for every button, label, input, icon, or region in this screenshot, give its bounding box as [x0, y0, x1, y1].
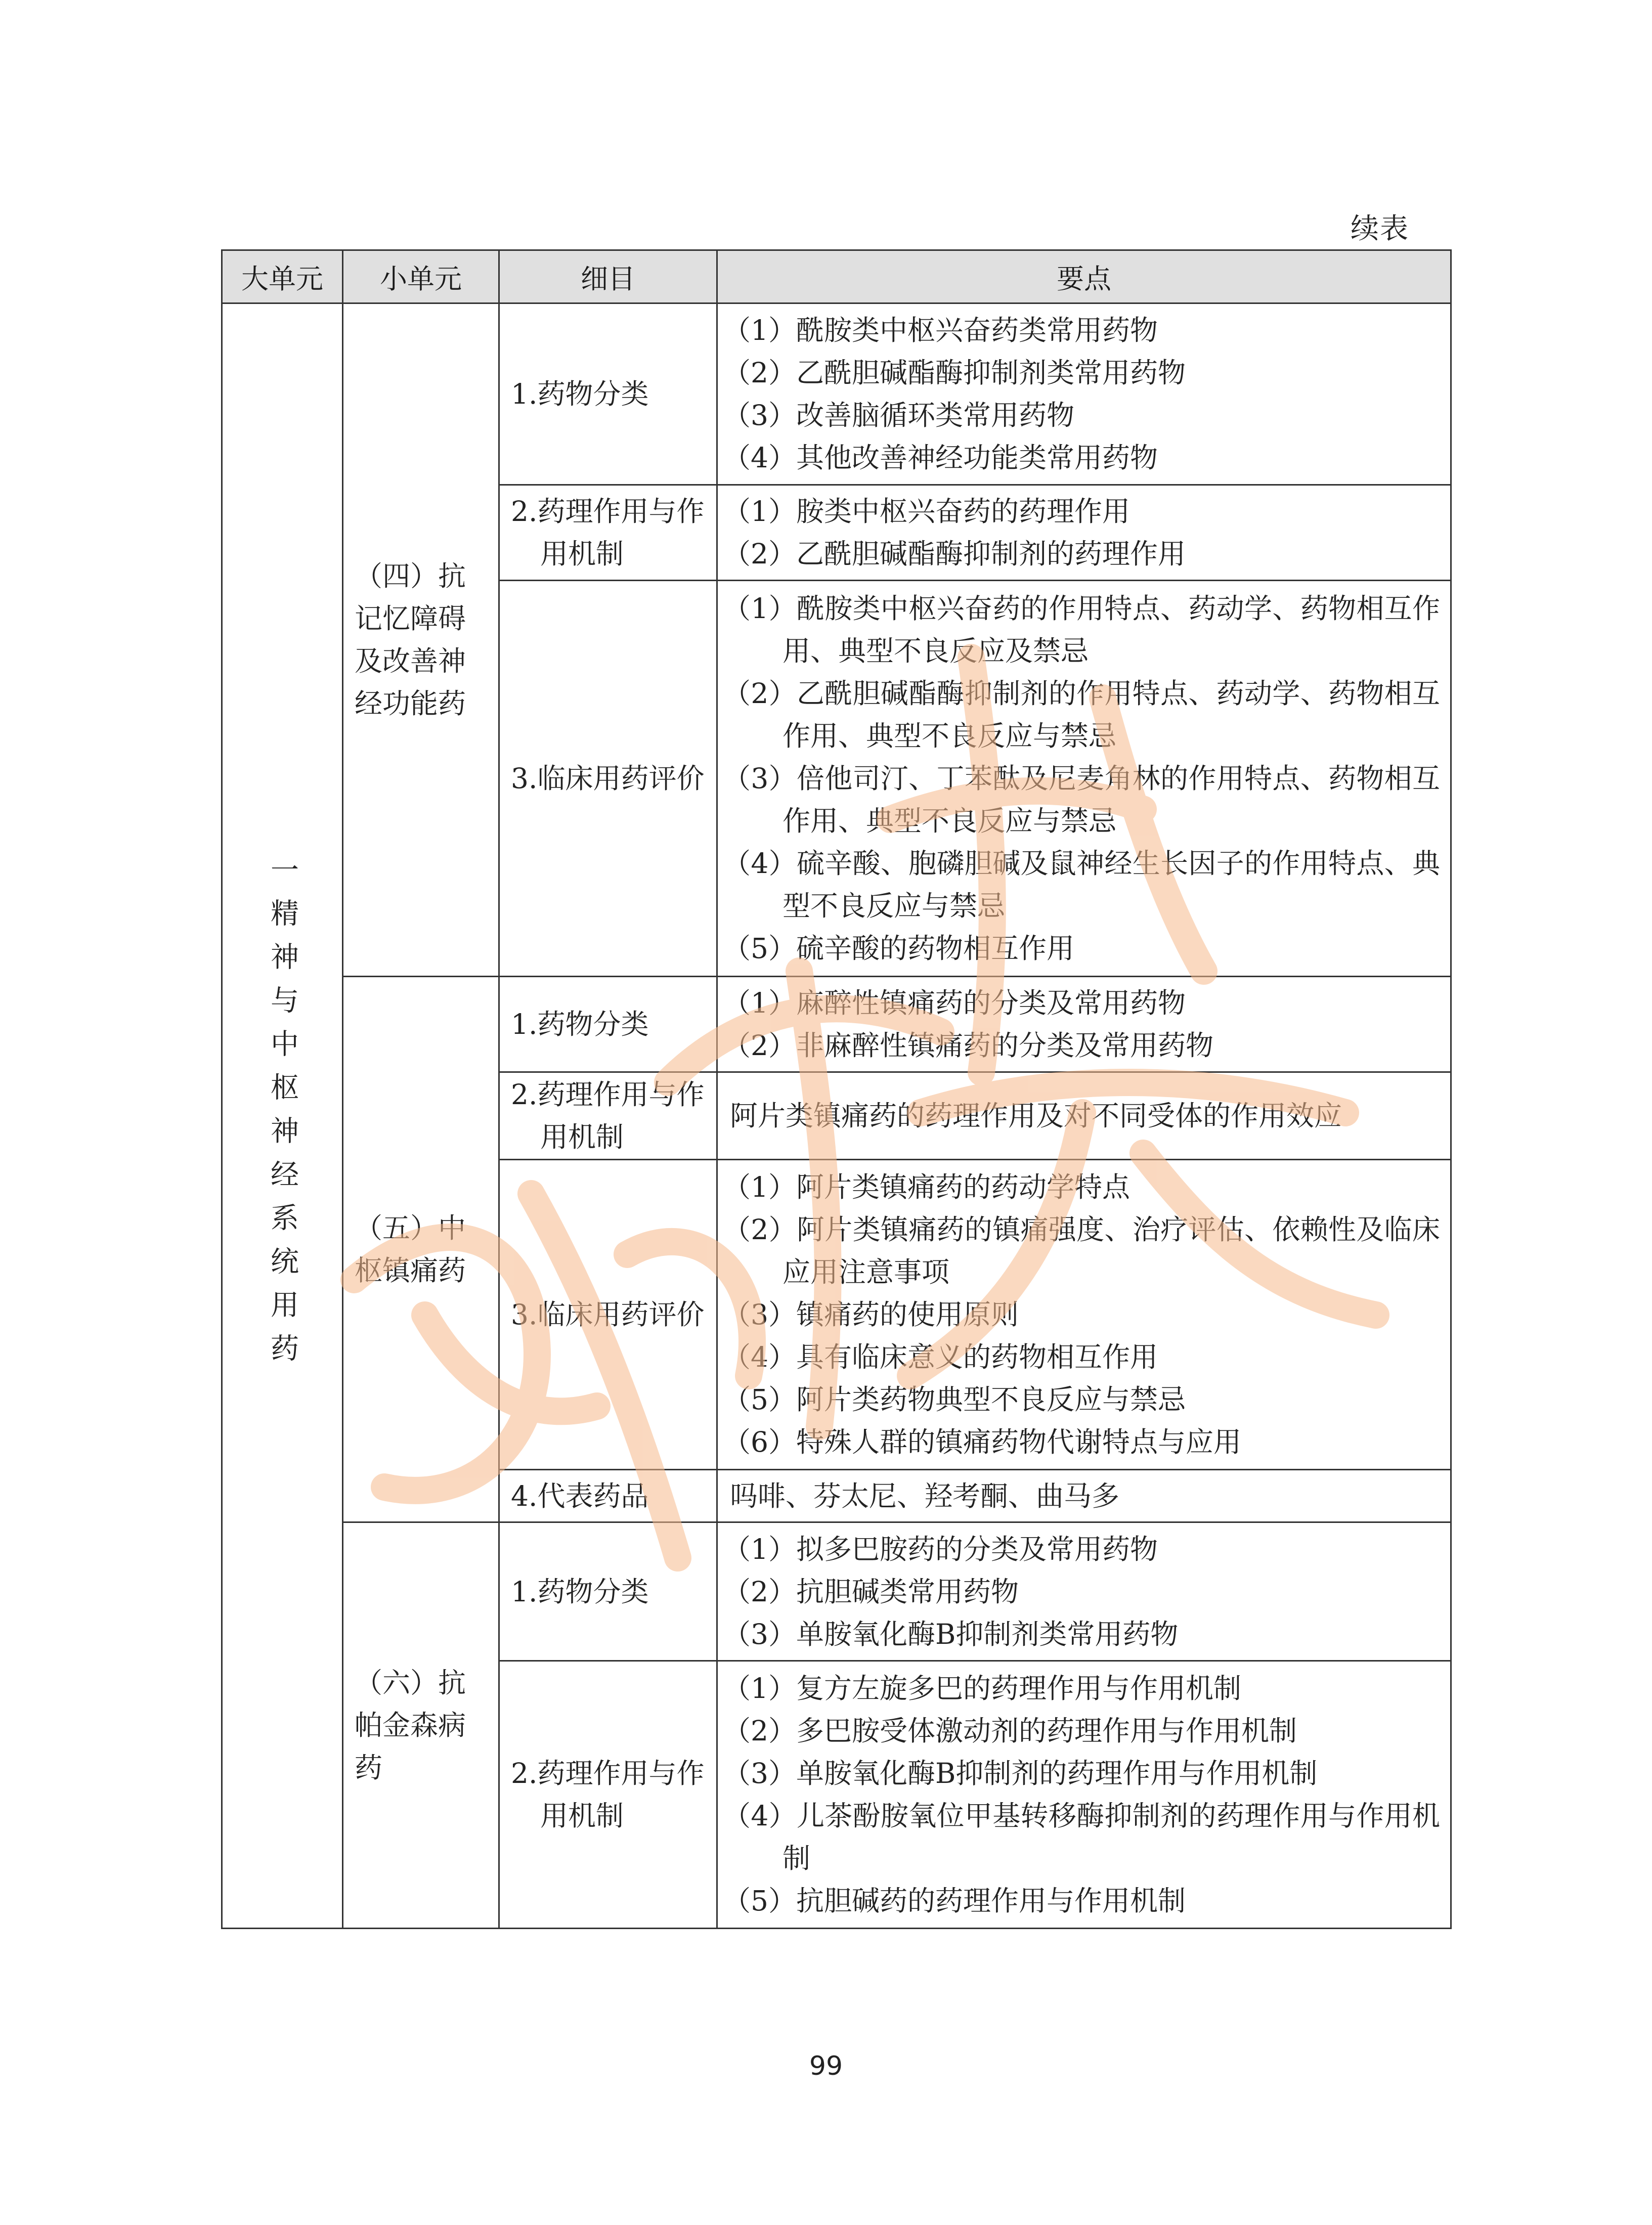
points-cell [717, 1661, 1451, 1929]
points-cell [717, 1072, 1451, 1160]
points-cell [717, 1470, 1451, 1522]
header-sub-unit: 小单元 [343, 250, 499, 303]
detail-cell [499, 580, 717, 976]
point-item: （4）具有临床意义的药物相互作用 [723, 1341, 1158, 1374]
points-list [723, 1528, 1440, 1655]
point-item: （2）非麻醉性镇痛药的分类及常用药物 [723, 1029, 1213, 1062]
point-item: （1）复方左旋多巴的药理作用与作用机制 [723, 1672, 1241, 1705]
detail-cell [499, 1661, 717, 1929]
point-item: （2）乙酰胆碱酯酶抑制剂类常用药物 [723, 356, 1186, 389]
detail-text-cont: 用机制 [540, 1800, 624, 1833]
page-number: 99 [809, 2051, 843, 2081]
points-list [723, 309, 1440, 479]
continued-label: 续表 [1351, 212, 1409, 245]
point-item: （5）硫辛酸的药物相互作用 [723, 932, 1074, 965]
point-item: （1）酰胺类中枢兴奋药类常用药物 [723, 314, 1158, 346]
point-text: 吗啡、芬太尼、羟考酮、曲马多 [730, 1479, 1120, 1512]
point-item: （3）倍他司汀、丁苯酞及尼麦角林的作用特点、药物相互作用、典型不良反应与禁忌 [723, 762, 1440, 837]
detail-text: 4.代表药品 [511, 1479, 649, 1512]
point-item: （4）儿茶酚胺氧位甲基转移酶抑制剂的药理作用与作用机制 [723, 1800, 1440, 1875]
detail-text: 2.药理作用与作 [511, 1757, 705, 1790]
table-row [222, 1522, 1451, 1661]
detail-text: 1.药物分类 [511, 1008, 649, 1041]
sub-unit-cell: （六）抗帕金森病药 [343, 1522, 499, 1929]
points-cell [717, 485, 1451, 580]
point-text: 阿片类镇痛药的药理作用及对不同受体的作用效应 [730, 1099, 1342, 1132]
point-item: （5）阿片类药物典型不良反应与禁忌 [723, 1383, 1186, 1416]
table-row [222, 977, 1451, 1072]
point-item: （1）拟多巴胺药的分类及常用药物 [723, 1533, 1158, 1565]
detail-text: 1.药物分类 [511, 1575, 649, 1608]
sub-unit-cell: （五）中枢镇痛药 [343, 977, 499, 1522]
table-body [222, 303, 1451, 1929]
points-list [723, 490, 1440, 575]
sub-unit-cell: （四）抗记忆障碍及改善神经功能药 [343, 303, 499, 977]
detail-text: 1.药物分类 [511, 377, 649, 410]
big-unit-cell: 一精神与中枢神经系统用药 [222, 303, 343, 1929]
header-detail: 细目 [499, 250, 717, 303]
points-cell [717, 1522, 1451, 1661]
detail-text: 3.临床用药评价 [511, 1298, 705, 1331]
detail-text: 3.临床用药评价 [511, 762, 705, 795]
point-item: （3）单胺氧化酶B抑制剂类常用药物 [723, 1618, 1179, 1650]
detail-cell [499, 977, 717, 1072]
points-list [723, 982, 1440, 1067]
point-item: （6）特殊人群的镇痛药物代谢特点与应用 [723, 1426, 1241, 1459]
point-item: （2）乙酰胆碱酯酶抑制剂的作用特点、药动学、药物相互作用、典型不良反应与禁忌 [723, 677, 1440, 752]
detail-text-cont: 用机制 [540, 1120, 624, 1153]
header-big-unit: 大单元 [222, 250, 343, 303]
point-item: （5）抗胆碱药的药理作用与作用机制 [723, 1885, 1186, 1917]
points-cell [717, 303, 1451, 485]
point-item: （1）阿片类镇痛药的药动学特点 [723, 1171, 1130, 1204]
points-list [723, 587, 1440, 970]
point-item: （3）单胺氧化酶B抑制剂的药理作用与作用机制 [723, 1757, 1318, 1790]
detail-cell [499, 1522, 717, 1661]
point-item: （2）乙酰胆碱酯酶抑制剂的药理作用 [723, 537, 1186, 570]
header-points: 要点 [717, 250, 1451, 303]
detail-cell [499, 1470, 717, 1522]
detail-cell [499, 1159, 717, 1469]
point-item: （2）抗胆碱类常用药物 [723, 1575, 1019, 1608]
point-item: （4）其他改善神经功能类常用药物 [723, 441, 1158, 474]
point-item: （4）硫辛酸、胞磷胆碱及鼠神经生长因子的作用特点、典型不良反应与禁忌 [723, 847, 1440, 922]
detail-cell [499, 1072, 717, 1160]
table-row [222, 303, 1451, 485]
point-item: （1）麻醉性镇痛药的分类及常用药物 [723, 987, 1186, 1020]
detail-text-cont: 用机制 [540, 537, 624, 570]
point-item: （2）阿片类镇痛药的镇痛强度、治疗评估、依赖性及临床应用注意事项 [723, 1213, 1440, 1289]
table-header-row [222, 250, 1451, 303]
points-cell [717, 1159, 1451, 1469]
points-cell [717, 580, 1451, 976]
points-list [723, 1166, 1440, 1463]
point-item: （3）改善脑循环类常用药物 [723, 399, 1074, 431]
point-item: （1）胺类中枢兴奋药的药理作用 [723, 495, 1130, 528]
detail-cell [499, 303, 717, 485]
detail-text: 2.药理作用与作 [511, 495, 705, 528]
syllabus-table [221, 249, 1452, 1929]
points-cell [717, 977, 1451, 1072]
point-item: （1）酰胺类中枢兴奋药的作用特点、药动学、药物相互作用、典型不良反应及禁忌 [723, 592, 1440, 667]
points-list [723, 1667, 1440, 1922]
detail-text: 2.药理作用与作 [511, 1078, 705, 1111]
point-item: （2）多巴胺受体激动剂的药理作用与作用机制 [723, 1715, 1297, 1748]
point-item: （3）镇痛药的使用原则 [723, 1298, 1019, 1331]
detail-cell [499, 485, 717, 580]
